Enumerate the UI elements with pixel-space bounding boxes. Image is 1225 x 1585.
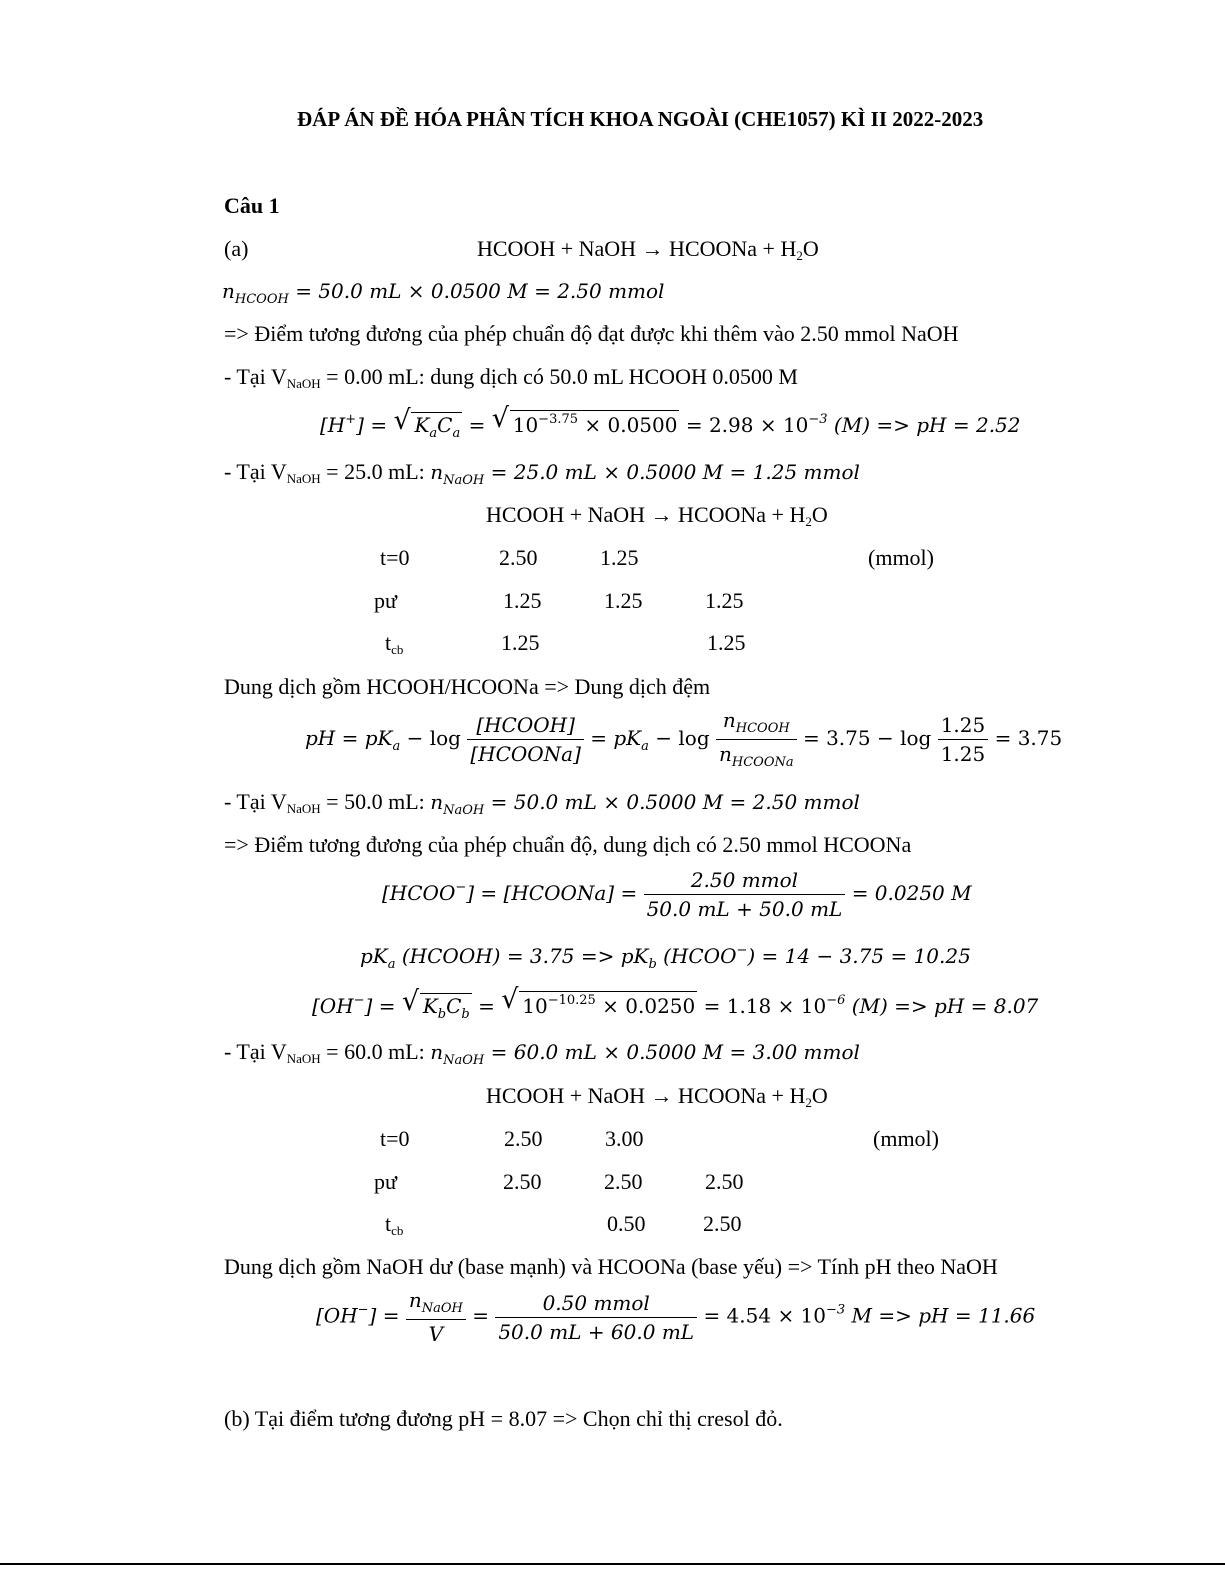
table-cell: 2.50 <box>703 1211 742 1236</box>
table-cell: 2.50 <box>504 1126 543 1151</box>
table-cell: 2.50 <box>503 1169 542 1194</box>
table-cell: 0.50 <box>607 1211 646 1236</box>
table-cell: 1.25 <box>600 545 639 570</box>
question-heading: Câu 1 <box>224 193 280 218</box>
table-row-label: t=0 <box>380 1126 410 1151</box>
table-row-label: $t_{cb}$ <box>385 630 404 657</box>
table-row-label: pư <box>374 1169 397 1194</box>
bottom-rule <box>0 1563 1225 1565</box>
table-cell: 2.50 <box>604 1169 643 1194</box>
pka-pkb-equation: $pK_a$ (HCOOH) = $3.75 => pK_b$ (HCOO−) = 14 − 3.75 = 10.25 <box>360 943 971 972</box>
buffer-note: Dung dịch gồm HCOOH/HCOONa => Dung dịch đệm <box>224 674 711 699</box>
h-plus-equation: [H+] = √ $K_aC_a$ = √ $10^{-3.75} \times 0.0500 = 2.98 \times 10^{-3}$ (M) => pH = 2.52 <box>320 410 1021 440</box>
table-row-label: pư <box>374 588 397 613</box>
table-unit: (mmol) <box>873 1126 939 1151</box>
table-cell: 1.25 <box>604 588 643 613</box>
oh-minus-equation: [OH−] = √ $K_bC_b$ = √ $10^{-10.25} \times 0.0250 = 1.18 \times 10^{-6}$ (M) => pH = 8.07 <box>312 991 1038 1021</box>
reaction-equation-60ml: HCOOH + NaOH → HCOONa + $H_2O$ <box>486 1083 828 1110</box>
table-cell: 2.50 <box>499 545 538 570</box>
excess-naoh-note: Dung dịch gồm NaOH dư (base mạnh) và HCOONa (base yếu) => Tính pH theo NaOH <box>224 1254 998 1279</box>
oh-minus-excess-equation: [OH−] = $\frac{n_{NaOH}}{V}$ = $\frac{\text{0.50 mmol}}{50.0 mL + 60.0 mL}$ = $4.54 \times 10^{-3}$ M => pH = 11.66 <box>316 1288 1036 1346</box>
table-cell: 2.50 <box>705 1169 744 1194</box>
table-cell: 1.25 <box>501 630 540 655</box>
table-cell: 1.25 <box>707 630 746 655</box>
step-60ml-heading: - Tại $V_{NaOH} = 60.0$ mL: $n_{NaOH} = 60.0$ mL × 0.5000 M = 3.00 mmol <box>224 1039 860 1068</box>
step-0ml-heading: - Tại $V_{NaOH} = 0.00$ mL: dung dịch có 50.0 mL HCOOH 0.0500 M <box>224 364 798 391</box>
page-title: ĐÁP ÁN ĐỀ HÓA PHÂN TÍCH KHOA NGOÀI (CHE1057) KÌ II 2022-2023 <box>297 107 984 131</box>
hcoo-concentration-equation: [HCOO−] = [HCOONa] = $\frac{\text{2.50 mmol}}{50.0 mL + 50.0 mL}$ = 0.0250 M <box>382 868 972 921</box>
table-cell: 1.25 <box>705 588 744 613</box>
table-cell: 3.00 <box>605 1126 644 1151</box>
part-a-label: (a) <box>224 236 249 261</box>
table-row-label: t=0 <box>380 545 410 570</box>
equivalence-note: => Điểm tương đương của phép chuẩn độ đạt được khi thêm vào 2.50 mmol NaOH <box>224 321 959 346</box>
henderson-equation: pH = $pK_a - \log$ $\frac{\text{[HCOOH]}}{\text{[HCOONa]}}$ = $pK_a - \log$ $\frac{n_{HCOOH}}{n_{HCOONa}}$ = 3.75 − log $\frac{1.25}{1.25}$ = 3.75 <box>305 708 1063 770</box>
n-hcooh-equation: $n_{HCOOH} = 50.0$ mL × 0.0500 M = 2.50 mmol <box>222 279 665 307</box>
reaction-equation: HCOOH + NaOH → HCOONa + $H_2O$ <box>477 236 819 263</box>
table-unit: (mmol) <box>868 545 934 570</box>
part-b-answer: (b) Tại điểm tương đương pH = 8.07 => Chọn chỉ thị cresol đỏ. <box>224 1406 783 1431</box>
equivalence-50ml-note: => Điểm tương đương của phép chuẩn độ, dung dịch có 2.50 mmol HCOONa <box>224 832 912 857</box>
step-50ml-heading: - Tại $V_{NaOH} = 50.0$ mL: $n_{NaOH} = 50.0$ mL × 0.5000 M = 2.50 mmol <box>224 789 860 818</box>
step-25ml-heading: - Tại $V_{NaOH} = 25.0$ mL: $n_{NaOH} = 25.0$ mL × 0.5000 M = 1.25 mmol <box>224 459 860 488</box>
table-cell: 1.25 <box>503 588 542 613</box>
table-row-label: $t_{cb}$ <box>385 1211 404 1238</box>
reaction-equation-25ml: HCOOH + NaOH → HCOONa + $H_2O$ <box>486 502 828 529</box>
